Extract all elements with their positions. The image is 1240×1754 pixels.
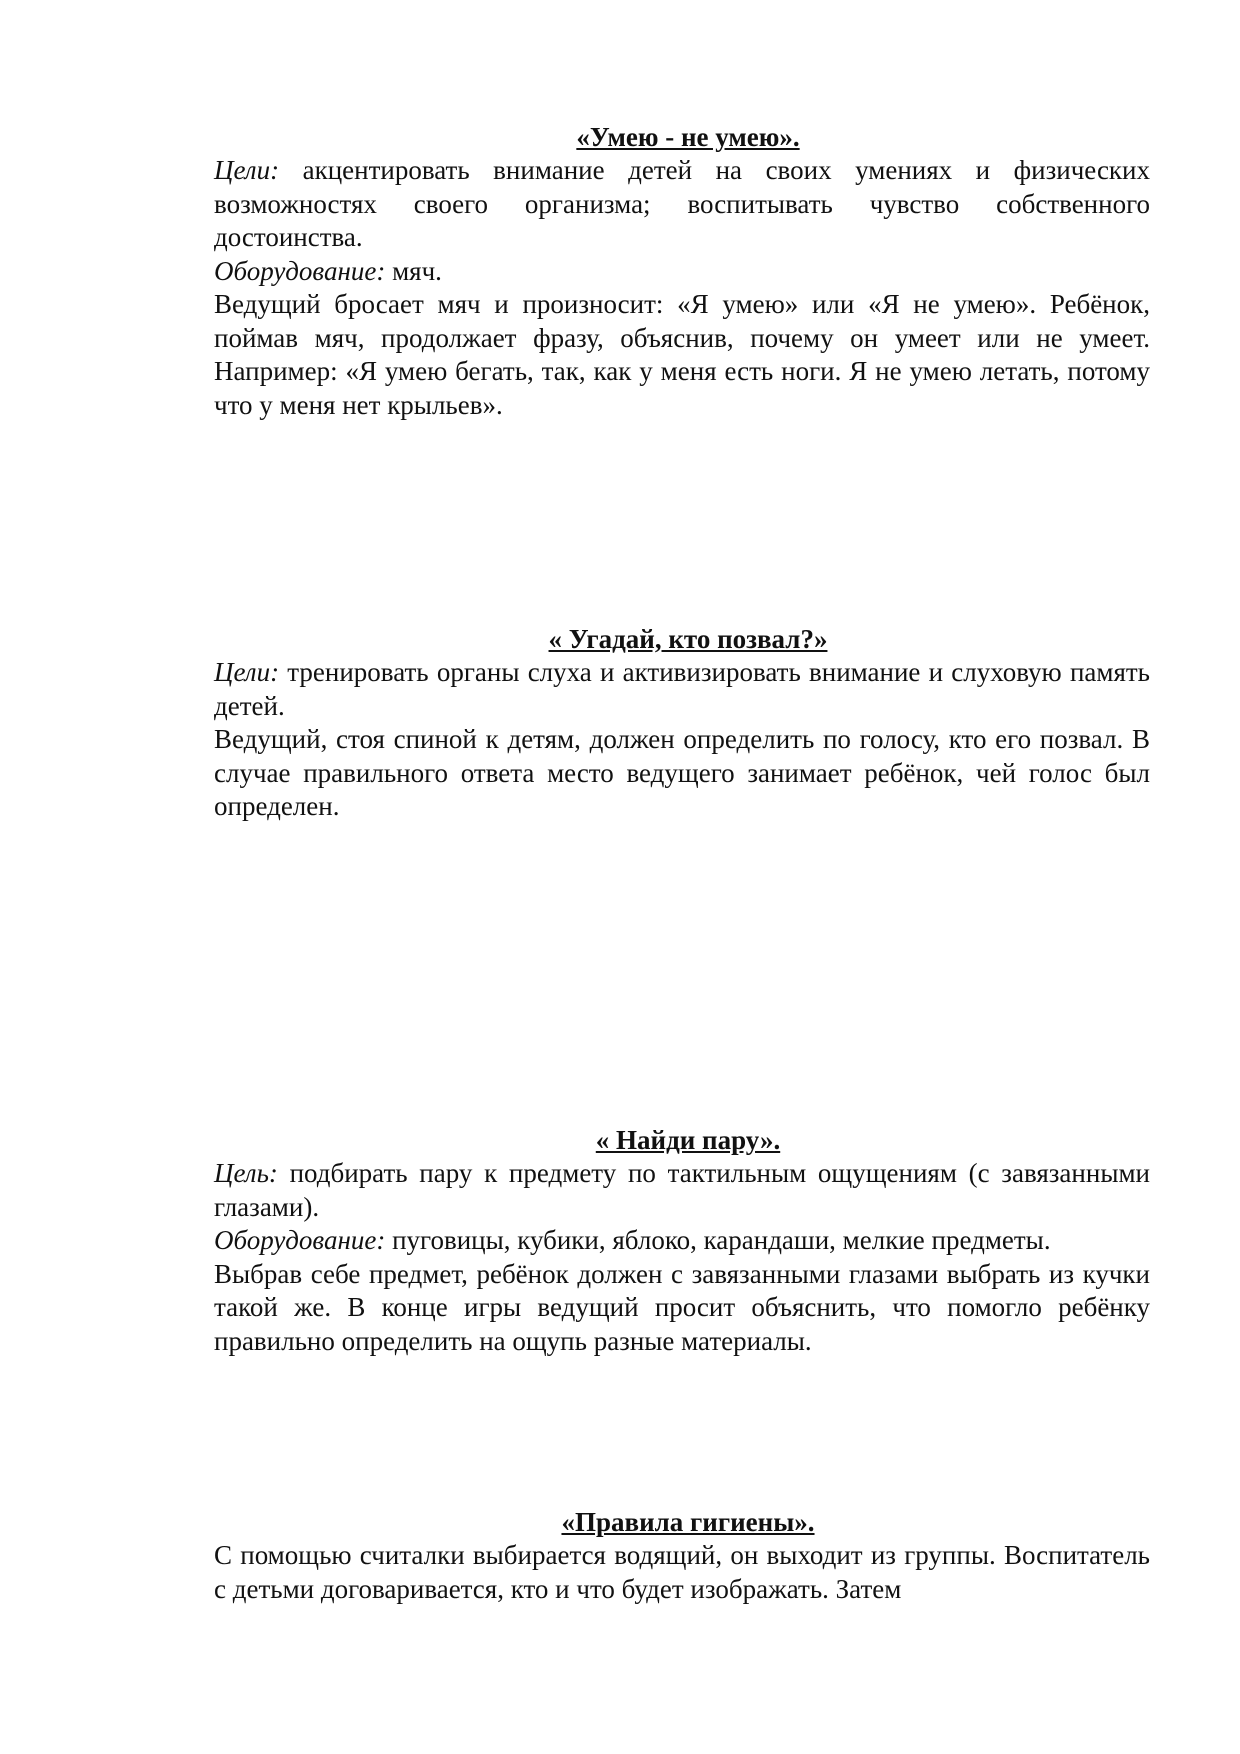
game-description: Выбрав себе предмет, ребёнок должен с завязанными глазами выбрать из кучки такой же. В конце игры ведущий просит объяснить, что помогло ребёнку правильно определить на ощупь разные материалы.: [214, 1258, 1150, 1356]
goal-text: тренировать органы слуха и активизировать внимание и слуховую память детей.: [214, 657, 1150, 721]
equipment-text: пуговицы, кубики, яблоко, карандаши, мелкие предметы.: [385, 1225, 1051, 1255]
game-equipment: [214, 255, 1150, 289]
goal-label: Цель:: [214, 1158, 278, 1188]
game-ugaday-kto-pozval: [214, 623, 1150, 824]
goal-label: Цели:: [214, 657, 280, 687]
equipment-label: Оборудование:: [214, 255, 386, 286]
game-pravila-gigieny: [214, 1506, 1150, 1606]
game-goal: [214, 1157, 1150, 1224]
game-goal: [214, 154, 1150, 255]
goal-label: Цели:: [214, 155, 280, 185]
game-goal: [214, 656, 1150, 723]
game-title: «Умею - не умею».: [576, 122, 800, 152]
goal-text: подбирать пару к предмету по тактильным ощущениям (с завязанными глазами).: [214, 1158, 1150, 1222]
game-umeyu-ne-umeyu: [214, 121, 1150, 422]
game-naydi-paru: [214, 1124, 1150, 1358]
equipment-label: Оборудование:: [214, 1225, 386, 1255]
game-title: « Найди пару».: [595, 1125, 781, 1155]
equipment-text: мяч.: [385, 255, 442, 286]
game-title: «Правила гигиены».: [561, 1507, 815, 1537]
game-title: « Угадай, кто позвал?»: [548, 624, 828, 654]
game-description: Ведущий, стоя спиной к детям, должен определить по голосу, кто его позвал. В случае правильного ответа место ведущего занимает ребёнок, чей голос был определен.: [214, 724, 1150, 821]
game-description: Ведущий бросает мяч и произносит: «Я умею» или «Я не умею». Ребёнок, поймав мяч, продолжает фразу, объяснив, почему он умеет или не умеет. Например: «Я умею бегать, так, как у меня есть ноги. Я не умею летать, потому что у меня нет крыльев».: [214, 289, 1150, 420]
goal-text: акцентировать внимание детей на своих умениях и физических возможностях своего организма; воспитывать чувство собственного достоинства.: [214, 155, 1150, 252]
game-equipment: [214, 1224, 1150, 1258]
game-description: С помощью считалки выбирается водящий, он выходит из группы. Воспитатель с детьми договаривается, кто и что будет изображать. Затем: [214, 1540, 1150, 1604]
